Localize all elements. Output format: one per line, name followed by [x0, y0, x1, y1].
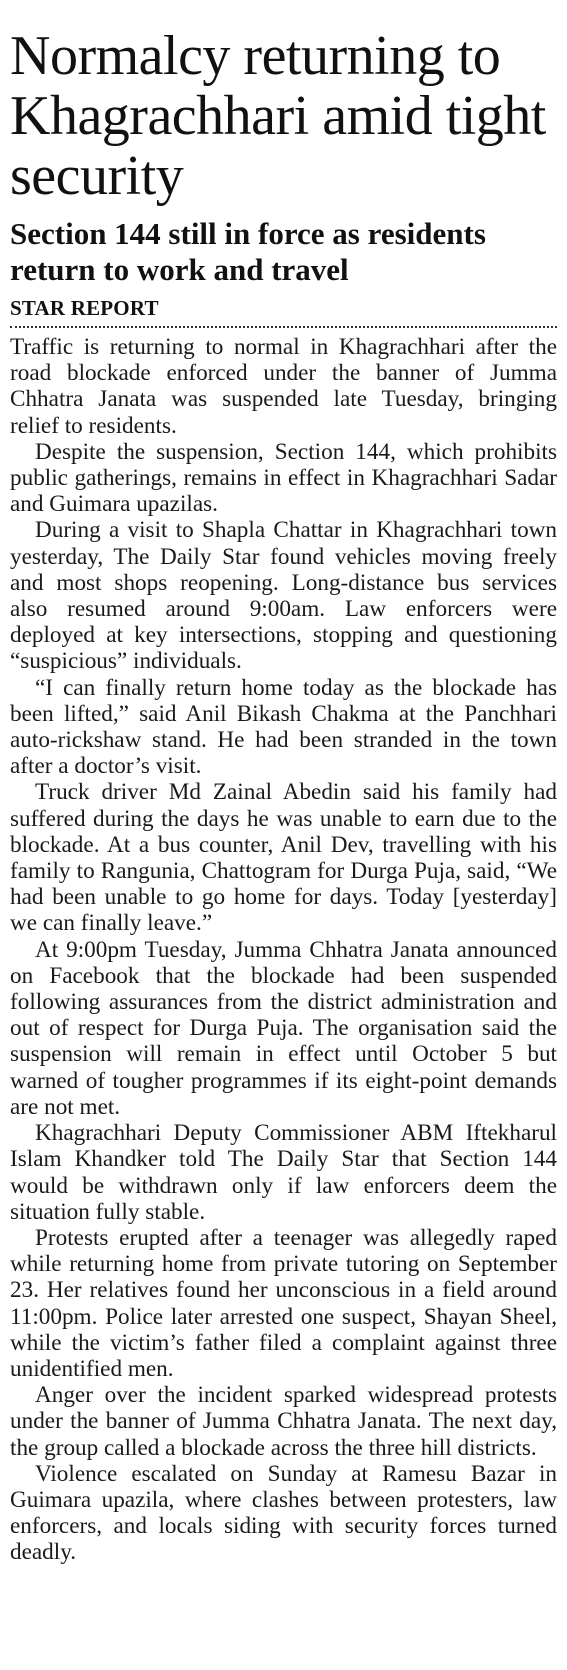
paragraph: Truck driver Md Zainal Abedin said his family had suffered during the days he was unable to earn due to the blockade. At a bus counter, Anil Dev, travelling with his family to Rangunia, Chattogram for Durga Puja, said, “We had been unable to go home for days. Today [yesterday] we can finally leave.”: [10, 779, 557, 937]
article-body: [10, 334, 557, 1566]
paragraph: During a visit to Shapla Chattar in Khagrachhari town yesterday, The Daily Star found vehicles moving freely and most shops reopening. Long-distance bus services also resumed around 9:00am. Law enforcers were deployed at key intersections, stopping and questioning “suspicious” individuals.: [10, 517, 557, 675]
paragraph: Khagrachhari Deputy Commissioner ABM Iftekharul Islam Khandker told The Daily Star that Section 144 would be withdrawn only if law enforcers deem the situation fully stable.: [10, 1120, 557, 1225]
byline: STAR REPORT: [10, 296, 159, 320]
paragraph: Traffic is returning to normal in Khagrachhari after the road blockade enforced under the banner of Jumma Chhatra Janata was suspended late Tuesday, bringing relief to residents.: [10, 334, 557, 439]
paragraph: At 9:00pm Tuesday, Jumma Chhatra Janata announced on Facebook that the blockade had been suspended following assurances from the district administration and out of respect for Durga Puja. The organisation said the suspension will remain in effect until October 5 but warned of tougher programmes if its eight-point demands are not met.: [10, 936, 557, 1120]
paragraph: Protests erupted after a teenager was allegedly raped while returning home from private tutoring on September 23. Her relatives found her unconscious in a field around 11:00pm. Police later arrested one suspect, Shayan Sheel, while the victim’s father filed a complaint against three unidentified men.: [10, 1224, 557, 1382]
headline: Normalcy returning to Khagrachhari amid tight security: [10, 25, 546, 207]
paragraph: Violence escalated on Sunday at Ramesu Bazar in Guimara upazila, where clashes between protesters, law enforcers, and locals siding with security forces turned deadly.: [10, 1460, 557, 1566]
paragraph: “I can finally return home today as the blockade has been lifted,” said Anil Bikash Chakma at the Panchhari auto-rickshaw stand. He had been stranded in the town after a doctor’s visit.: [10, 674, 557, 780]
paragraph: Anger over the incident sparked widespread protests under the banner of Jumma Chhatra Janata. The next day, the group called a blockade across the three hill districts.: [10, 1382, 557, 1461]
dotted-divider: [10, 326, 557, 328]
paragraph: Despite the suspension, Section 144, which prohibits public gatherings, remains in effect in Khagrachhari Sadar and Guimara upazilas.: [10, 438, 557, 518]
subheadline: Section 144 still in force as residents return to work and travel: [10, 216, 486, 287]
